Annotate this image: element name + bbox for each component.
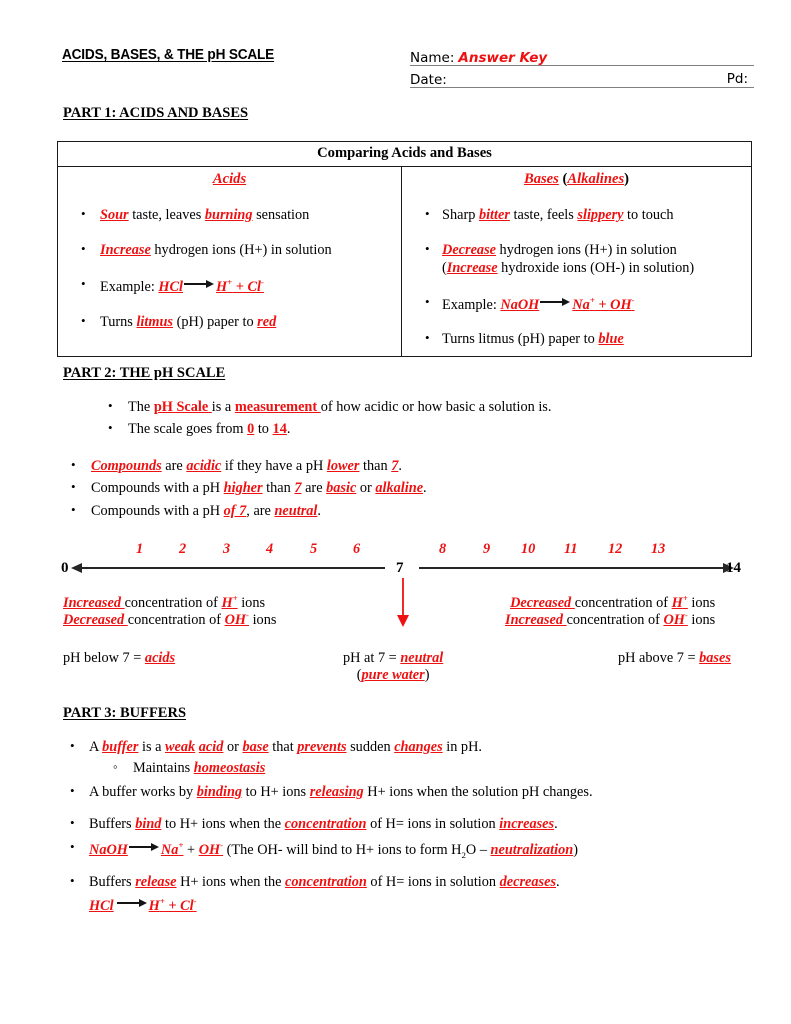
- label-ph-at-7: pH at 7 = neutral (pure water): [343, 650, 444, 684]
- scale-tick-3: 3: [223, 541, 231, 557]
- list-item: • Buffers release H+ ions when the concentration of H= ions in solution decreases. HCl H+ + Cl-: [63, 875, 763, 914]
- page-title: ACIDS, BASES, & THE pH SCALE: [62, 47, 275, 63]
- column-header-acids-label: Acids: [212, 171, 247, 187]
- name-value[interactable]: Answer Key: [458, 49, 548, 66]
- list-item: • Compounds with a pH of 7, are neutral.: [63, 504, 427, 518]
- label-ph-below-7: pH below 7 = acids: [63, 650, 176, 666]
- table-column-acids: [58, 167, 402, 356]
- scale-endpoint-0: 0: [61, 560, 69, 576]
- scale-tick-8: 8: [439, 541, 447, 557]
- list-item: • Sour taste, leaves burning sensation: [58, 207, 401, 225]
- list-item: • Increase hydrogen ions (H+) in solution: [58, 242, 401, 260]
- table-column-bases: [402, 167, 751, 356]
- list-item: • Decrease hydrogen ions (H+) in solution (Increase hydroxide ions (OH-) in solution): [402, 242, 751, 278]
- section-heading-part2: PART 2: THE pH SCALE: [63, 365, 226, 381]
- list-item: • Example: HCl H+ + Cl-: [58, 277, 401, 297]
- base-side-annotation: [505, 595, 715, 630]
- date-row: [410, 66, 754, 88]
- buffers-sublist: [89, 761, 763, 776]
- scale-endpoint-14: 14: [726, 560, 741, 576]
- ph-range-rules-list: [63, 459, 427, 526]
- acid-annotation-line1: Increased concentration of H+ ions: [63, 593, 266, 611]
- reaction-arrow-icon: [115, 897, 147, 912]
- ph-scale-definition-list: [100, 400, 551, 445]
- label-pure-water: (pure water): [356, 667, 430, 684]
- scale-midpoint-7: 7: [396, 560, 404, 576]
- acid-annotation-line2: Decreased concentration of OH- ions: [63, 610, 277, 629]
- period-label: Pd:: [726, 70, 748, 87]
- scale-tick-1: 1: [136, 541, 144, 557]
- list-item: • A buffer works by binding to H+ ions releasing H+ ions when the solution pH changes.: [63, 785, 763, 800]
- name-label: Name:: [410, 49, 455, 66]
- reaction-arrow-icon: [129, 841, 159, 856]
- list-item: • Example: NaOH Na+ + OH-: [402, 295, 751, 315]
- scale-tick-6: 6: [353, 541, 361, 557]
- label-ph-above-7: pH above 7 = bases: [618, 650, 731, 666]
- list-item: • NaOH Na+ + OH- (The OH- will bind to H+ ions to form $H_2O$ – neutralization): [63, 841, 763, 858]
- scale-tick-4: 4: [266, 541, 274, 557]
- list-item: • Turns litmus (pH) paper to red: [58, 314, 401, 332]
- hcl-equation: HCl H+ + Cl-: [89, 896, 197, 914]
- column-header-acids: [58, 167, 401, 190]
- scale-tick-5: 5: [310, 541, 318, 557]
- base-annotation-line2: Increased concentration of OH- ions: [505, 610, 716, 629]
- acids-properties-list: [58, 207, 401, 331]
- scale-tick-13: 13: [651, 541, 666, 557]
- list-item: ◦ Maintains homeostasis: [89, 761, 763, 776]
- list-item: • Compounds are acidic if they have a pH lower than 7.: [63, 459, 427, 473]
- list-item: • Turns litmus (pH) paper to blue: [402, 331, 751, 349]
- bases-properties-list: [402, 207, 751, 349]
- column-header-bases-label: Bases: [523, 171, 559, 187]
- base-annotation-line1: Decreased concentration of H+ ions: [510, 593, 716, 611]
- column-header-bases: Bases (Alkalines): [523, 171, 630, 187]
- scale-tick-2: 2: [179, 541, 187, 557]
- list-item: • Sharp bitter taste, feels slippery to touch: [402, 207, 751, 225]
- section-heading-part3: PART 3: BUFFERS: [63, 705, 187, 721]
- name-row: [410, 44, 754, 66]
- scale-tick-10: 10: [521, 541, 536, 557]
- table-caption: Comparing Acids and Bases: [58, 142, 751, 167]
- reaction-arrow-icon: [540, 295, 570, 313]
- comparison-table: [57, 141, 752, 357]
- acid-side-annotation: [63, 595, 276, 630]
- buffers-list: [63, 740, 763, 923]
- list-item: • Buffers bind to H+ ions when the concentration of H= ions in solution increases.: [63, 817, 763, 832]
- reaction-arrow-icon: [184, 277, 214, 295]
- scale-tick-9: 9: [483, 541, 491, 557]
- list-item: • The pH Scale is a measurement of how acidic or how basic a solution is.: [100, 400, 551, 414]
- scale-tick-11: 11: [564, 541, 578, 557]
- list-item: • The scale goes from 0 to 14.: [100, 422, 551, 436]
- section-heading-part1: PART 1: ACIDS AND BASES: [63, 105, 249, 121]
- student-info-block: [410, 44, 754, 88]
- scale-tick-12: 12: [608, 541, 623, 557]
- list-item: • Compounds with a pH higher than 7 are basic or alkaline.: [63, 481, 427, 495]
- date-label: Date:: [410, 71, 447, 88]
- list-item: • A buffer is a weak acid or base that prevents sudden changes in pH. ◦ Maintains homeostasis: [63, 740, 763, 776]
